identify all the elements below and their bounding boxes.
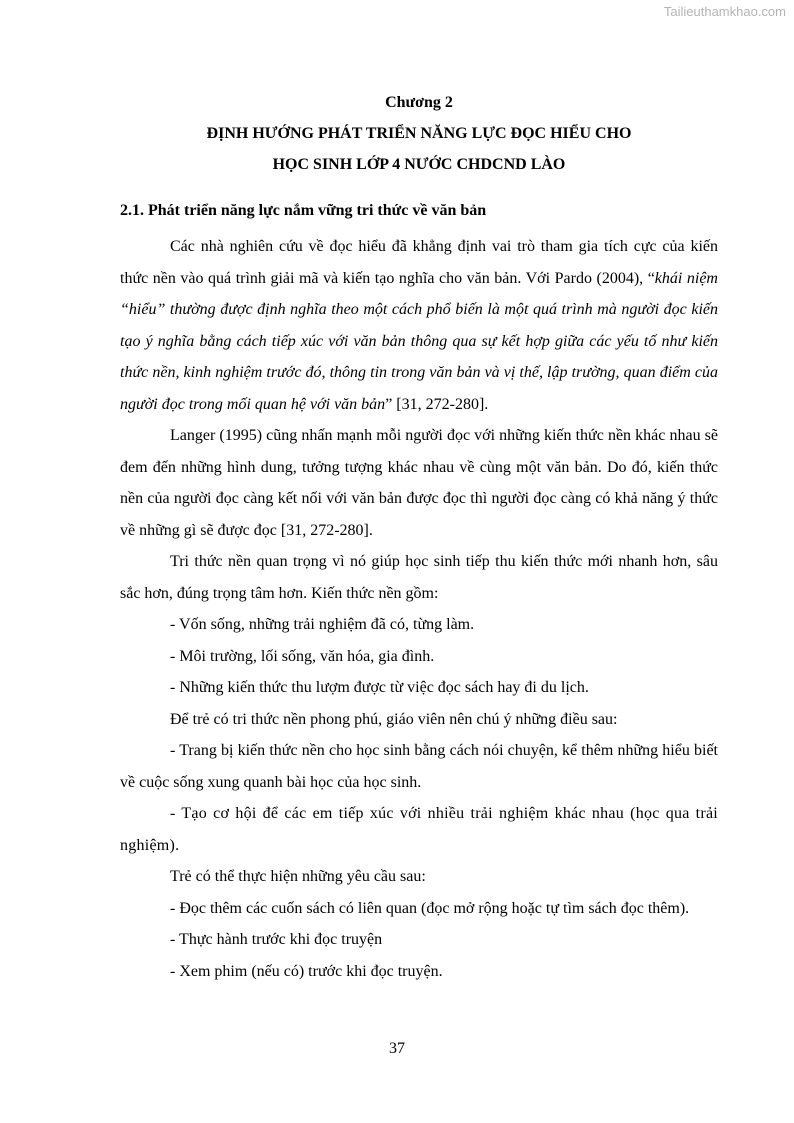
list-item: - Đọc thêm các cuốn sách có liên quan (đọc mở rộng hoặc tự tìm sách đọc thêm). [170,899,690,917]
paragraph-student-requirements: Trẻ có thể thực hiện những yêu cầu sau: [170,868,426,885]
paragraph-create-opportunities: - Tạo cơ hội để các em tiếp xúc với nhiều trải nghiệm khác nhau (học qua trải nghiệm). [120,805,718,854]
list-item: - Xem phim (nếu có) trước khi đọc truyện. [170,962,443,980]
paragraph-teacher-notes: Để trẻ có tri thức nền phong phú, giáo viên nên chú ý những điều sau: [170,710,618,728]
paragraph-equip-knowledge: - Trang bị kiến thức nền cho học sinh bằng cách nói chuyện, kể thêm những hiểu biết về cuộc sống xung quanh bài học của học sinh. [120,742,718,791]
watermark: Tailieuthamkhao.com [663,4,786,19]
list-item: - Môi trường, lối sống, văn hóa, gia đình. [170,647,435,665]
paragraph-pardo [120,231,718,420]
paragraph-langer: Langer (1995) cũng nhấn mạnh mỗi người đọc với những kiến thức nền khác nhau sẽ đem đến những hình dung, tưởng tượng khác nhau về cùng một văn bản. Do đó, kiến thức nền của người đọc càng kết nối với văn bản được đọc thì người đọc càng có khả năng ý thức về những gì sẽ được đọc [31, 272-280]. [120,427,718,539]
chapter-title-line-1: ĐỊNH HƯỚNG PHÁT TRIỂN NĂNG LỰC ĐỌC HIỂU CHO [206,125,632,142]
paragraph-background-knowledge: Tri thức nền quan trọng vì nó giúp học sinh tiếp thu kiến thức mới nhanh hơn, sâu sắc hơn, đúng trọng tâm hơn. Kiến thức nền gồm: [120,553,718,602]
pardo-quote: khái niệm “hiểu” thường được định nghĩa theo một cách phổ biến là một quá trình mà người đọc kiến tạo ý nghĩa bằng cách tiếp xúc với văn bản thông qua sự kết hợp giữa các yếu tố như kiến thức nền, kinh nghiệm trước đó, thông tin trong văn bản và vị thế, lập trường, quan điểm của người đọc trong mối quan hệ với văn bản [120,269,718,413]
list-item: - Thực hành trước khi đọc truyện [170,931,383,948]
chapter-title-line-2: HỌC SINH LỚP 4 NƯỚC CHDCND LÀO [272,156,566,173]
section-heading: 2.1. Phát triển năng lực nắm vững tri thức về văn bản [120,202,487,219]
chapter-number: Chương 2 [385,94,453,111]
pardo-citation: ” [31, 272-280]. [385,395,489,413]
list-item: - Những kiến thức thu lượm được từ việc đọc sách hay đi du lịch. [170,679,589,696]
page-number: 37 [389,1040,405,1057]
body-text [120,231,718,987]
paragraph-pardo-intro: Các nhà nghiên cứu về đọc hiểu đã khẳng định vai trò tham gia tích cực của kiến thức nền vào quá trình giải mã và kiến tạo nghĩa cho văn bản. Với Pardo (2004), “ [120,238,718,287]
list-item: - Vốn sống, những trải nghiệm đã có, từng làm. [170,616,475,633]
